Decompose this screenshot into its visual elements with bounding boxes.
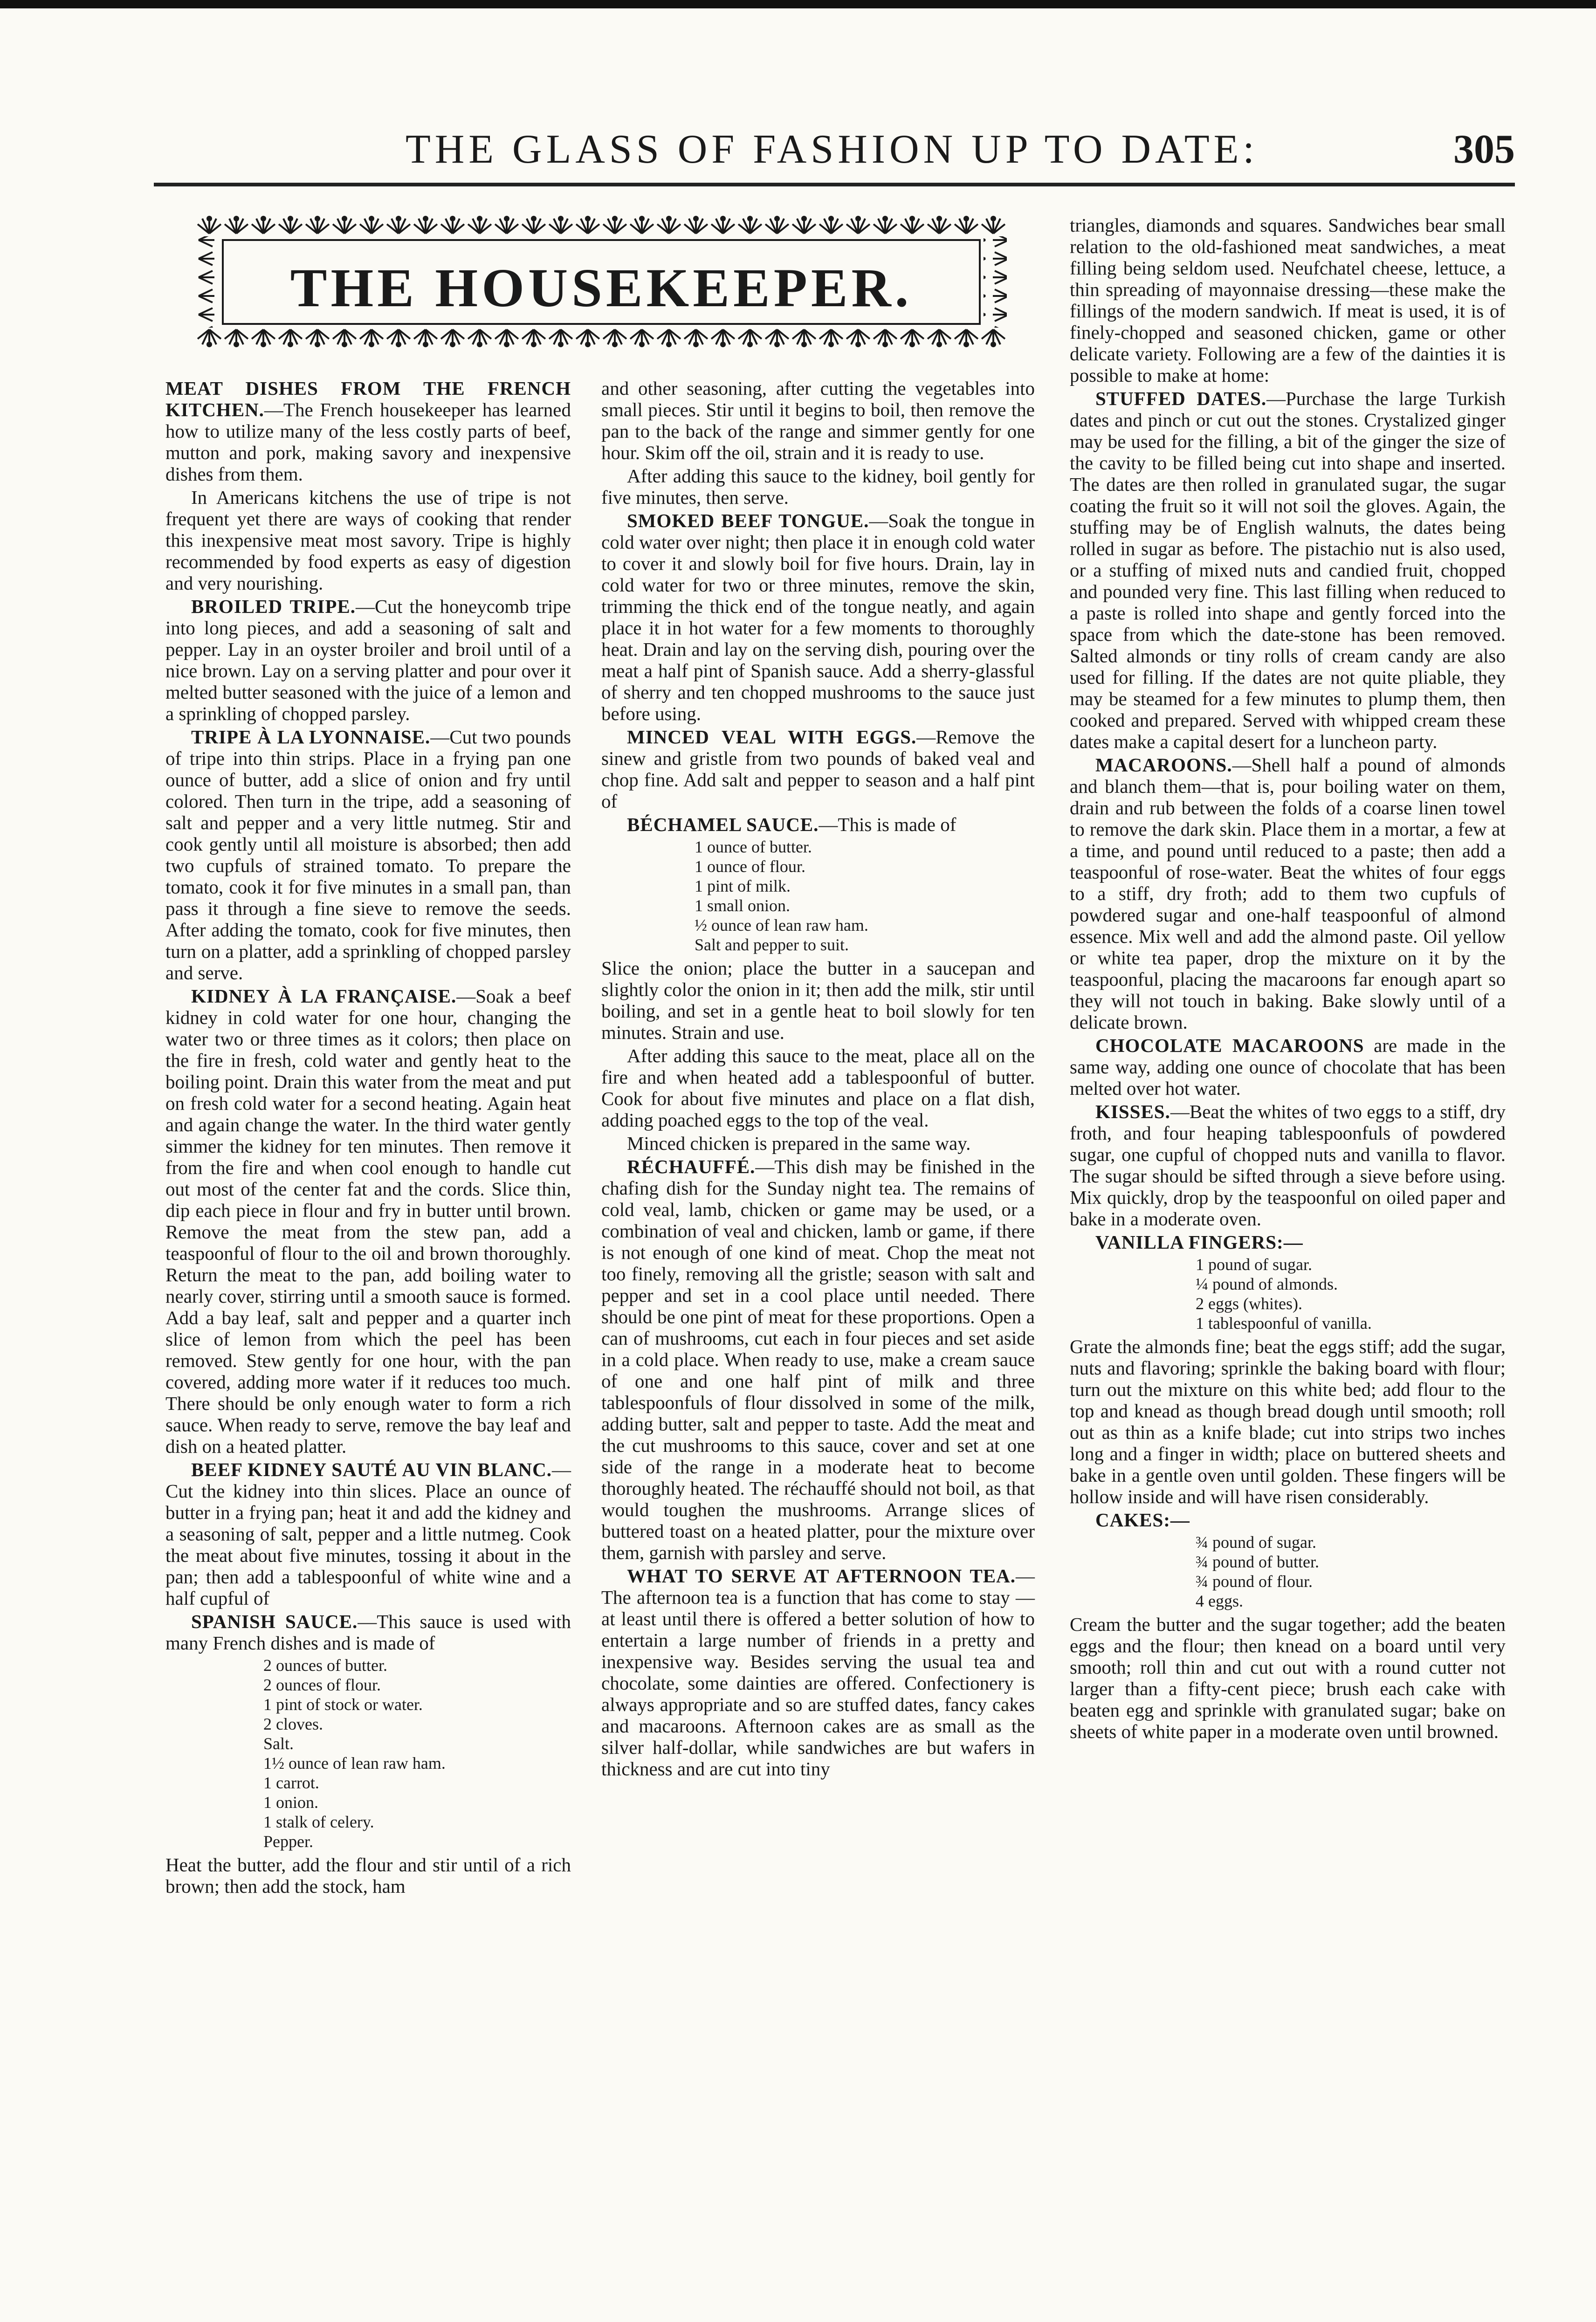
paragraph (1070, 1035, 1506, 1099)
ingredient: 1 small onion. (695, 896, 790, 915)
recipe-heading: CAKES:— (1095, 1509, 1190, 1531)
ingredient: 1 stalk of celery. (263, 1813, 374, 1831)
paragraph (1070, 754, 1506, 1033)
recipe-heading: WHAT TO SERVE AT AFTERNOON TEA. (627, 1565, 1016, 1587)
ingredient: 1 pound of sugar. (1196, 1255, 1312, 1274)
paragraph (601, 814, 1035, 835)
paragraph (1070, 388, 1506, 752)
recipe-heading: MINCED VEAL WITH EGGS. (627, 726, 917, 748)
section-title: THE HOUSEKEEPER. (290, 257, 913, 318)
ingredient-list-vanilla-fingers (1070, 1255, 1506, 1333)
paragraph: In Americans kitchens the use of tripe is not frequent yet there are ways of cooking that render this inexpensive meat most savory. Tripe is highly recommended by food experts as easy of digestion and very nourishing. (165, 487, 571, 594)
paragraph: Cream the butter and the sugar together; add the beaten eggs and the flour; then knead on a board until very smooth; roll thin and cut out with a round cutter not larger than a fifty-cent piece; brush each cake with beaten egg and sprinkle with granulated sugar; bake on sheets of white paper in a moderate oven until browned. (1070, 1614, 1506, 1742)
ingredient: 1 pint of milk. (695, 877, 791, 895)
section-banner (196, 212, 1007, 352)
ingredient: ¾ pound of butter. (1196, 1553, 1319, 1571)
recipe-text: are made in the same way, adding one ounce of chocolate that has been melted over hot water. (1070, 1035, 1506, 1099)
recipe-text: —Shell half a pound of almonds and blanch them—that is, pour boiling water on them, drain and rub between the folds of a coarse linen towel to remove the dark skin. Place them in a mortar, a few at a time, and pound until reduced to a paste; then add a teaspoonful of rose-water. Beat the whites of four eggs to a stiff, dry froth; add to them two cupfuls of powdered sugar and one-half teaspoonful of almond essence. Mix well and add the almond paste. Oil yellow or white tea paper, drop the mixture on it by the teaspoonful, placing the macaroons far enough apart so they will not touch in baking. Bake slowly until of a delicate brown. (1070, 754, 1506, 1033)
paragraph: Slice the onion; place the butter in a saucepan and slightly color the onion in it; then add the milk, stir until boiling, and set in a gentle heat to boil slowly for ten minutes. Strain and use. (601, 957, 1035, 1043)
running-header (154, 126, 1515, 177)
recipe-text: —Cut the kidney into thin slices. Place an ounce of butter in a frying pan; heat it and add the kidney and a seasoning of salt, pepper and a little nutmeg. Cook the meat about five minutes, tossing it about in the pan; then add a tablespoonful of white wine and a half cupful of (165, 1459, 571, 1609)
recipe-text: —Soak the tongue in cold water over night; then place it in enough cold water to cover it and slowly boil for five hours. Drain, lay in cold water for two or three minutes, remove the skin, trimming the thick end of the tongue neatly, and again place it in hot water for a few moments to thoroughly heat. Drain and lay on the serving dish, pouring over the meat a half pint of Spanish sauce. Add a sherry-glassful of sherry and ten chopped mushrooms to the sauce just before using. (601, 510, 1035, 724)
recipe-heading: STUFFED DATES. (1095, 388, 1267, 409)
paragraph (1070, 1231, 1506, 1253)
recipe-heading: KIDNEY À LA FRANÇAISE. (191, 985, 457, 1007)
recipe-text: —This dish may be finished in the chafing dish for the Sunday night tea. The remains of cold veal, lamb, chicken or game may be used, or a combination of veal and chicken, lamb or game, if there is not enough of one kind of meat. Chop the meat not too finely, removing all the gristle; season with salt and pepper and set in a cool place until needed. There should be one pint of meat for these proportions. Open a can of mushrooms, cut each in four pieces and set aside in a cold place. When ready to use, make a cream sauce of one and one half pint of milk and three tablespoonfuls of flour dissolved in some of the milk, adding butter, salt and pepper to taste. Add the meat and the cut mushrooms to this sauce, cover and set at one side of the range in a moderate heat to become thoroughly heated. The réchauffé should not boil, as that would toughen the mushrooms. Arrange slices of buttered toast on a heated platter, pour the mixture over them, garnish with parsley and serve. (601, 1156, 1035, 1563)
paragraph (165, 1611, 571, 1654)
running-title: THE GLASS OF FASHION UP TO DATE: (406, 127, 1259, 172)
recipe-text: —Beat the whites of two eggs to a stiff, dry froth, and four heaping tablespoonfuls of powdered sugar, one cupful of chopped nuts and vanilla to flavor. The sugar should be sifted through a sieve before using. Mix quickly, drop by the teaspoonful on oiled paper and bake in a moderate oven. (1070, 1101, 1506, 1230)
recipe-heading: SPANISH SAUCE. (191, 1611, 358, 1632)
paragraph (165, 378, 571, 485)
ingredient: ¾ pound of sugar. (1196, 1533, 1316, 1552)
paragraph (1070, 1509, 1506, 1531)
recipe-heading: RÉCHAUFFÉ. (627, 1156, 756, 1177)
recipe-text: —Cut the honeycomb tripe into long pieces, and add a seasoning of salt and pepper. Lay in an oyster broiler and broil until of a nice brown. Lay on a serving platter and pour over it melted butter seasoned with the juice of a lemon and a sprinkling of chopped parsley. (165, 596, 571, 724)
header-rule (154, 183, 1515, 186)
ingredient: 1½ ounce of lean raw ham. (263, 1754, 446, 1772)
paragraph (601, 1565, 1035, 1779)
page-number: 305 (1453, 127, 1515, 172)
ingredient: ¼ pound of almonds. (1196, 1275, 1338, 1293)
paragraph: Heat the butter, add the flour and stir until of a rich brown; then add the stock, ham (165, 1854, 571, 1897)
paragraph (601, 510, 1035, 724)
page-top-rule (0, 0, 1596, 8)
column-2 (601, 378, 1035, 1781)
ingredient-list-spanish-sauce (165, 1656, 571, 1851)
ingredient: 1 tablespoonful of vanilla. (1196, 1314, 1372, 1333)
paragraph (165, 596, 571, 724)
ingredient-list-bechamel (601, 837, 1035, 955)
ingredient: 1 ounce of flour. (695, 857, 805, 876)
recipe-heading: CHOCOLATE MACAROONS (1095, 1035, 1364, 1056)
paragraph (601, 726, 1035, 812)
recipe-text: —This sauce is used with many French dishes and is made of (165, 1611, 571, 1654)
ingredient: 1 carrot. (263, 1773, 319, 1792)
recipe-text: —Soak a beef kidney in cold water for one hour, changing the water two or three times as it colors; then place on the fire in fresh, cold water and gently heat to the boiling point. Drain this water from the meat and put on fresh cold water for a second heating. Again heat and again change the water. In the third water gently simmer the kidney for ten minutes. Then remove it from the fire and when cool enough to handle cut out most of the center fat and the cords. Slice thin, dip each piece in flour and fry in butter until brown. Remove the meat from the stew pan, add a teaspoonful of flour to the oil and brown thoroughly. Return the meat to the pan, add boiling water to nearly cover, stirring until a smooth sauce is formed. Add a bay leaf, salt and pepper and a quarter inch slice of lemon from which the peel has been removed. Stew gently for one hour, with the pan covered, adding more water if it reduces too much. There should be only enough water to form a rich sauce. When ready to serve, remove the bay leaf and dish on a heated platter. (165, 985, 571, 1457)
paragraph: Minced chicken is prepared in the same way. (627, 1133, 971, 1154)
paragraph (165, 1459, 571, 1609)
ingredient: 1 ounce of butter. (695, 838, 812, 856)
recipe-heading: BÉCHAMEL SAUCE. (627, 814, 819, 835)
ingredient: Salt and pepper to suit. (695, 935, 849, 954)
paragraph: triangles, diamonds and squares. Sandwiches bear small relation to the old-fashioned meat sandwiches, a meat filling being seldom used. Neufchatel cheese, lettuce, a thin spreading of mayonnaise dressing—these make the fillings of the modern sandwich. If meat is used, it is of finely-chopped and seasoned chicken, game or other delicate variety. Following are a few of the dainties it is possible to make at home: (1070, 214, 1506, 386)
recipe-text: —Remove the sinew and gristle from two pounds of baked veal and chop fine. Add salt and pepper to season and a half pint of (601, 726, 1035, 812)
recipe-heading: MACAROONS. (1095, 754, 1232, 776)
paragraph: Grate the almonds fine; beat the eggs stiff; add the sugar, nuts and flavoring; sprinkle the baking board with flour; turn out the mixture on this white bed; add flour to the top and knead as though bread dough until smooth; roll out as thin as a knife blade; cut into strips two inches long and a finger in width; place on buttered sheets and bake in a gentle oven until golden. These fingers will be hollow inside and will have risen considerably. (1070, 1336, 1506, 1507)
paragraph: After adding this sauce to the kidney, boil gently for five minutes, then serve. (601, 465, 1035, 508)
recipe-heading: VANILLA FINGERS:— (1095, 1231, 1303, 1253)
ingredient: 2 cloves. (263, 1715, 323, 1733)
ingredient: 2 eggs (whites). (1196, 1294, 1302, 1313)
paragraph (1070, 1101, 1506, 1230)
column-3 (1070, 214, 1506, 1744)
recipe-heading: BEEF KIDNEY SAUTÉ AU VIN BLANC. (191, 1459, 552, 1480)
recipe-text: —The afternoon tea is a function that has come to stay — at least until there is offered a better solution of how to entertain a large number of friends in a pretty and inexpensive way. Besides serving the usual tea and chocolate, some dainties are offered. Confectionery is always appropriate and so are stuffed dates, fancy cakes and macaroons. Afternoon cakes are as small as the silver half-dollar, while sandwiches are but wafers in thickness and are cut into tiny (601, 1565, 1035, 1779)
recipe-text: —Purchase the large Turkish dates and pinch or cut out the stones. Crystalized ginger may be used for the filling, a bit of the ginger the size of the cavity to be filled being cut into shape and inserted. The dates are then rolled in granulated sugar, the sugar coating the fruit so it will not soil the gloves. Again, the stuffing may be of English walnuts, the dates being rolled in sugar as before. The pistachio nut is also used, or a stuffing of mixed nuts and candied fruit, chopped and pounded very fine. This last filling when reduced to a paste is rolled into shape and gently forced into the space from which the date-stone has been removed. Salted almonds or tiny rolls of cream candy are also used for filling. If the dates are not quite pliable, they may be steamed for a few minutes to plump them, then cooked and prepared. Served with whipped cream these dates make a capital desert for a luncheon party. (1070, 388, 1506, 752)
paragraph: After adding this sauce to the meat, place all on the fire and when heated add a tablespoonful of butter. Cook for about five minutes and place on a flat dish, adding poached eggs to the top of the veal. (601, 1045, 1035, 1131)
recipe-heading: KISSES. (1095, 1101, 1170, 1122)
recipe-heading: BROILED TRIPE. (191, 596, 356, 617)
recipe-text: —The French housekeeper has learned how to utilize many of the less costly parts of beef, mutton and pork, making savory and inexpensive dishes from them. (165, 399, 571, 485)
ingredient: ½ ounce of lean raw ham. (695, 916, 868, 934)
ingredient: 2 ounces of butter. (263, 1656, 387, 1675)
recipe-text: —This is made of (819, 814, 956, 835)
recipe-heading: MEAT DISHES FROM THE FRENCH KITCHEN. (165, 378, 571, 420)
ingredient: 4 eggs. (1196, 1592, 1243, 1610)
paragraph (165, 726, 571, 983)
recipe-text: —Cut two pounds of tripe into thin strips. Place in a frying pan one ounce of butter, add a slice of onion and fry until colored. Then turn in the tripe, add a seasoning of salt and pepper and a very little nutmeg. Stir and cook gently until all moisture is absorbed; then add two cupfuls of strained tomato. To prepare the tomato, cook it for five minutes in a small pan, than pass it through a fine sieve to remove the seeds. After adding the tomato, cook for five minutes, then turn on a platter, add a sprinkling of chopped parsley and serve. (165, 726, 571, 983)
paragraph (165, 985, 571, 1457)
paragraph (601, 1156, 1035, 1563)
recipe-heading: TRIPE À LA LYONNAISE. (191, 726, 431, 748)
ingredient: Salt. (263, 1734, 294, 1753)
ingredient: ¾ pound of flour. (1196, 1572, 1313, 1591)
ingredient: Pepper. (263, 1832, 313, 1851)
ingredient: 1 onion. (263, 1793, 319, 1812)
ingredient: 1 pint of stock or water. (263, 1695, 423, 1714)
column-1 (165, 378, 571, 1899)
paragraph: and other seasoning, after cutting the vegetables into small pieces. Stir until it begins to boil, then remove the pan to the back of the range and simmer gently for one hour. Skim off the oil, strain and it is ready to use. (601, 378, 1035, 463)
ingredient: 2 ounces of flour. (263, 1676, 381, 1694)
recipe-heading: SMOKED BEEF TONGUE. (627, 510, 869, 531)
ingredient-list-cakes (1070, 1532, 1506, 1611)
